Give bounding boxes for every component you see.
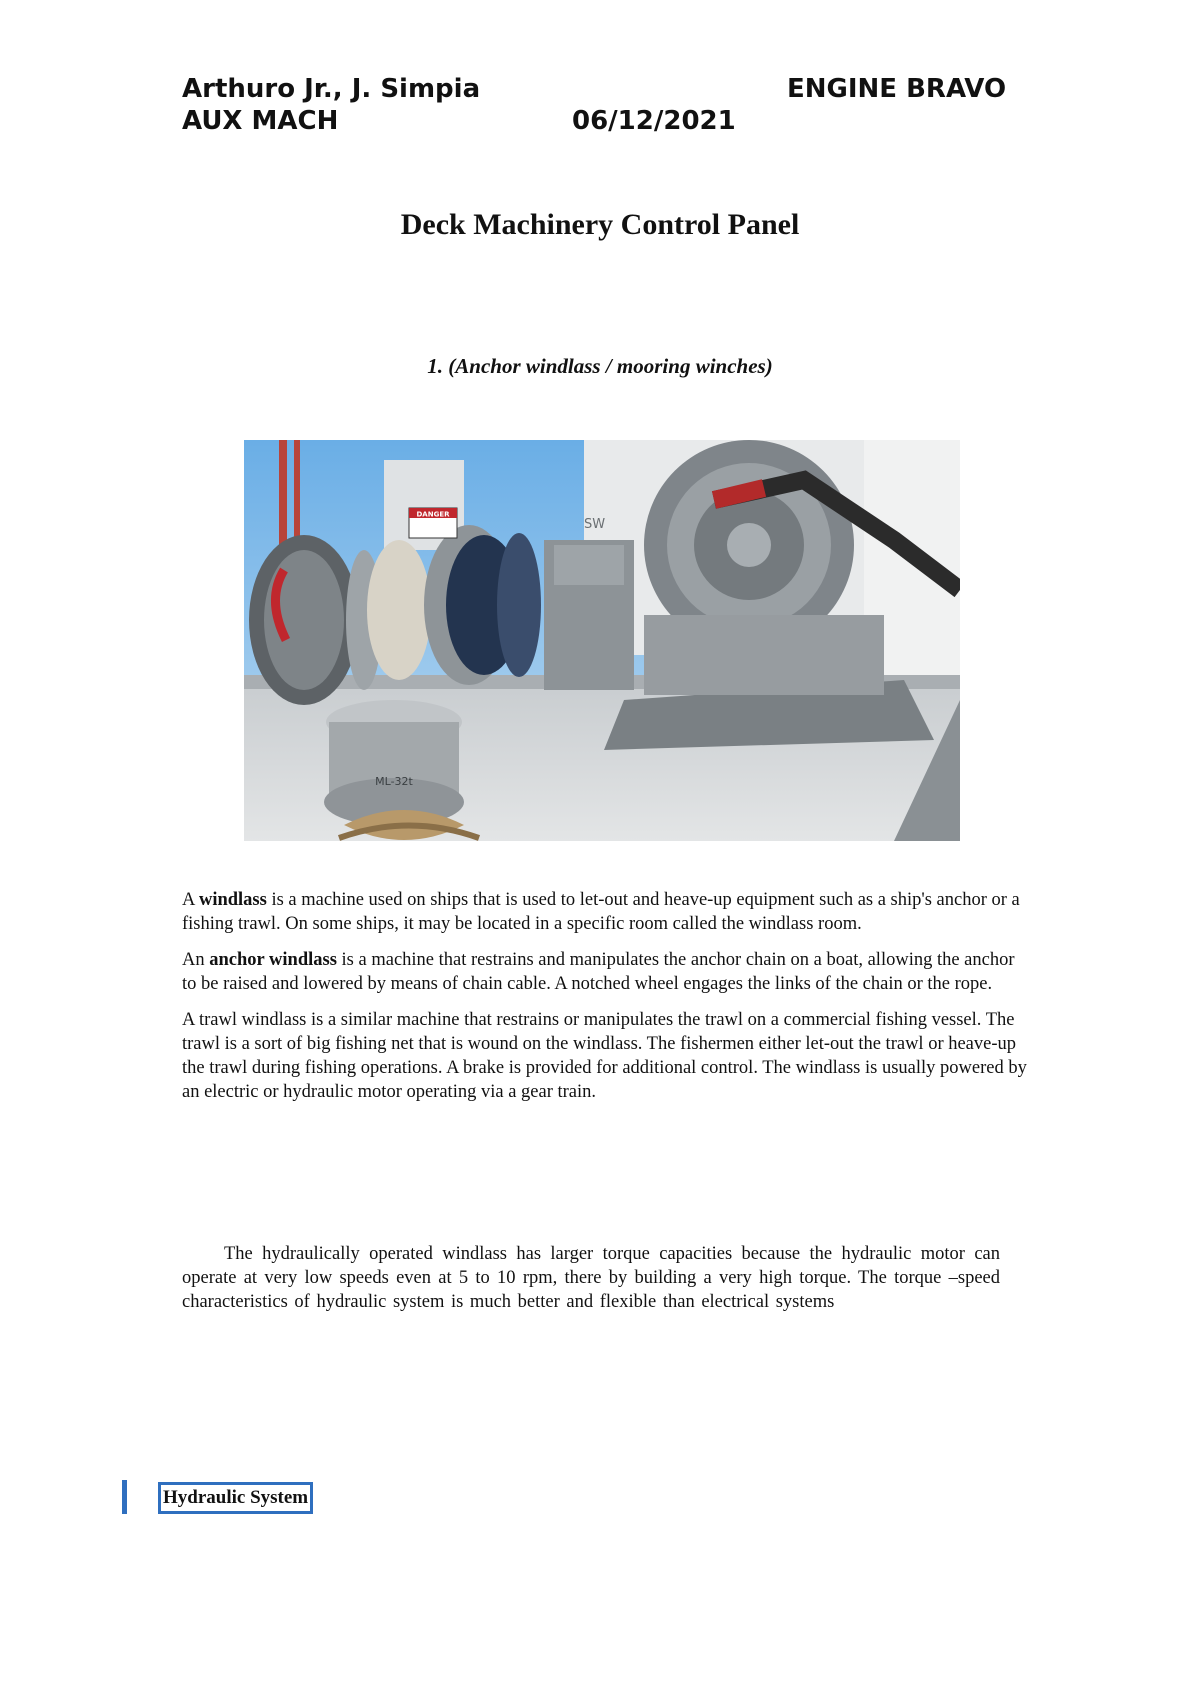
page-title: Deck Machinery Control Panel [400,208,800,241]
team-name: ENGINE BRAVO [787,74,1007,104]
bollard-marking: ML-32t [375,775,413,788]
windlass-definition-paragraph [182,888,1028,936]
text-run: An [182,950,210,970]
text-run: is a machine used on ships that is used to let-out and heave-up equipment such as a ship's anchor or a fishing trawl. On some ships, it may be located in a specific room called the windlass room. [182,890,1020,934]
text-run: A [182,890,199,910]
hydraulic-system-heading[interactable]: Hydraulic System [158,1482,313,1514]
danger-sign-label: DANGER [416,510,450,519]
anchor-windlass-paragraph [182,948,1028,996]
deck-marking: SW [584,517,606,532]
author-name: Arthuro Jr., J. Simpia [182,74,481,104]
section-title: 1. (Anchor windlass / mooring winches) [427,354,773,378]
term-windlass: windlass [198,890,267,910]
text-run: is a machine that restrains and manipulates the anchor chain on a boat, allowing the anchor to be raised and lowered by means of chain cable. A notched wheel engages the links of the chain or the rope. [182,950,1015,994]
document-date: 06/12/2021 [572,106,736,136]
subject-code: AUX MACH [182,106,339,136]
term-anchor-windlass: anchor windlass [209,950,337,970]
hydraulic-windlass-paragraph: The hydraulically operated windlass has larger torque capacities because the hydraulic motor can operate at very low speeds even at 5 to 10 rpm, there by building a very high torque. The torque –speed characteristics of hydraulic system is much better and flexible than electrical systems [182,1244,1000,1312]
heading-marker-bar [122,1480,127,1514]
windlass-photo [244,440,960,841]
intro-text-block [182,888,1028,1116]
trawl-windlass-paragraph: A trawl windlass is a similar machine that restrains or manipulates the trawl on a commercial fishing vessel. The trawl is a sort of big fishing net that is wound on the windlass. The fishermen either let-out the trawl or heave-up the trawl during fishing operations. A brake is provided for additional control. The windlass is usually powered by an electric or hydraulic motor operating via a gear train. [182,1010,1027,1102]
